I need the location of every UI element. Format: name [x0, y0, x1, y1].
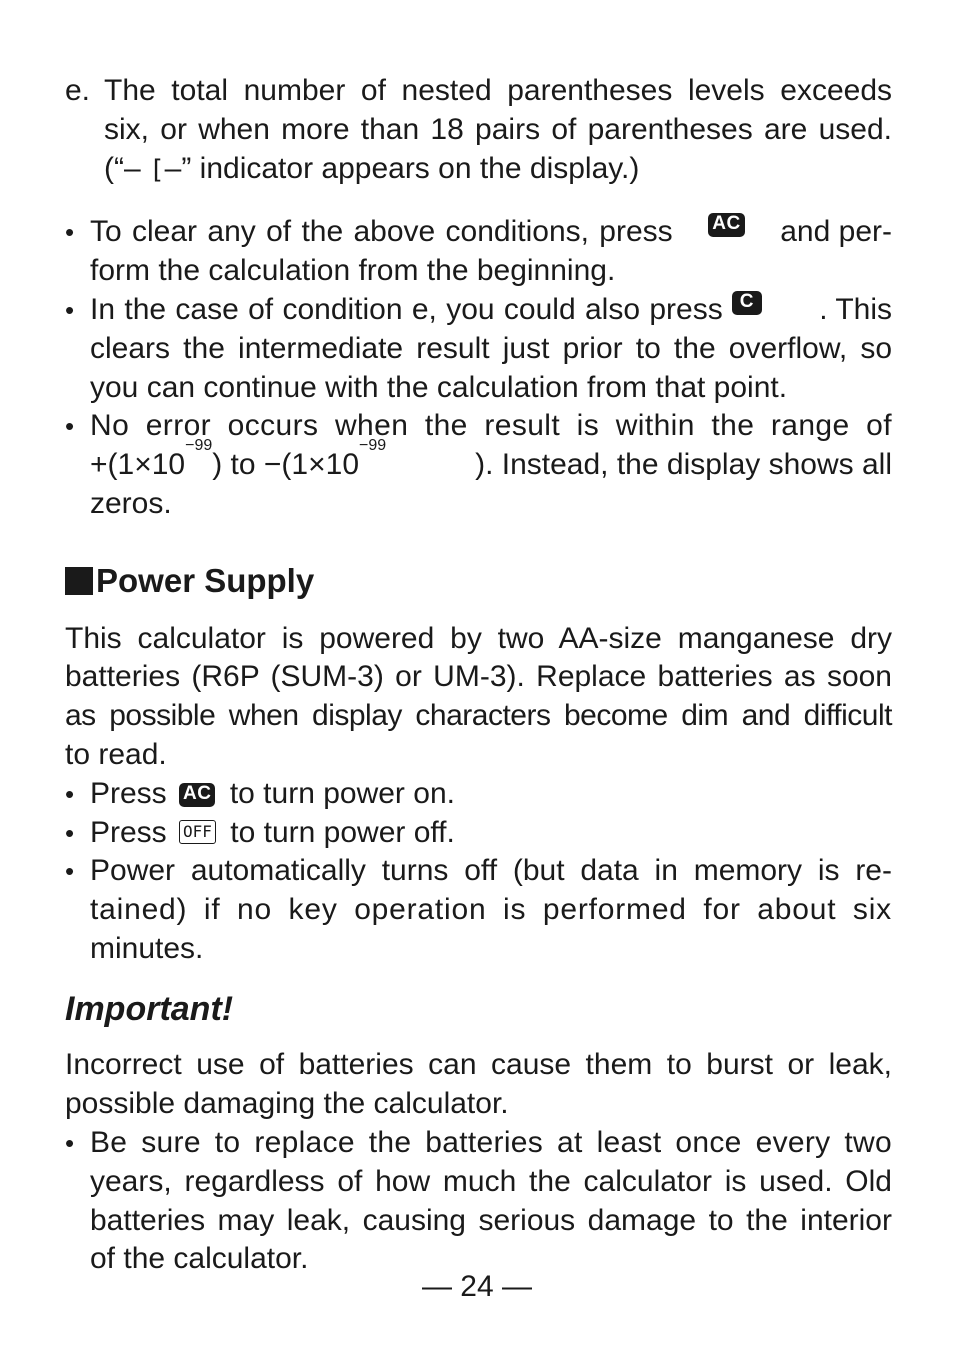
- important-bullet-line-1: Be sure to replace the batteries at least once every two: [90, 1126, 892, 1159]
- exponent-1: −99: [185, 437, 213, 454]
- bullet-condition-e-text: In the case of condition e, you could also press: [90, 293, 723, 326]
- bullet-marker: •: [65, 856, 75, 886]
- bullet-power-off: [90, 814, 455, 852]
- list-marker-e: e.: [65, 74, 91, 107]
- bullet-range-line-1: No error occurs when the result is within the range of: [90, 409, 892, 442]
- range-part-c: ). Instead, the display shows all: [475, 448, 892, 481]
- range-part-a: +(1×10: [90, 448, 186, 481]
- parenthesis-indicator-icon: [: [149, 155, 165, 185]
- power-para-line-2: batteries (R6P (SUM-3) or UM-3). Replace batteries as soon: [65, 660, 892, 693]
- bullet-condition-e-text-post: . This: [819, 293, 892, 326]
- important-bullet-line-3: batteries may leak, causing serious damage to the interior: [90, 1204, 892, 1237]
- power-on-text: to turn power on.: [229, 777, 455, 810]
- power-supply-title: Power Supply: [96, 562, 315, 599]
- ac-key-icon: AC: [708, 213, 744, 237]
- press-label: Press: [90, 816, 167, 849]
- bullet-range-line-3: zeros.: [90, 487, 172, 520]
- bullet-auto-off-line-1: Power automatically turns off (but data in memory is re-: [90, 854, 892, 887]
- bullet-condition-e-line-1: [90, 291, 892, 329]
- important-para-line-2: possible damaging the calculator.: [65, 1087, 509, 1120]
- bullet-marker: •: [65, 779, 75, 809]
- list-e-line-1: The total number of nested parentheses levels exceeds: [104, 74, 892, 107]
- section-heading-power-supply: [65, 562, 314, 600]
- power-para-line-3: as possible when display characters become dim and difficult: [65, 699, 892, 732]
- bullet-condition-e-line-2: clears the intermediate result just prior to the overflow, so: [90, 332, 892, 365]
- bullet-clear-line-1: [90, 213, 892, 251]
- c-key-icon: C: [732, 291, 762, 315]
- power-off-text: to turn power off.: [230, 816, 455, 849]
- bullet-clear-text: To clear any of the above conditions, press: [90, 215, 673, 248]
- bullet-marker: •: [65, 411, 75, 441]
- power-para-line-1: This calculator is powered by two AA-size manganese dry: [65, 622, 892, 655]
- off-key-icon: OFF: [179, 820, 216, 844]
- bullet-marker: •: [65, 217, 75, 247]
- bullet-range-line-2: [90, 437, 892, 484]
- bullet-auto-off-line-2: tained) if no key operation is performed for about six: [90, 893, 892, 926]
- bullet-marker: •: [65, 1128, 75, 1158]
- press-label: Press: [90, 777, 167, 810]
- important-para-line-1: Incorrect use of batteries can cause them to burst or leak,: [65, 1048, 892, 1081]
- important-bullet-line-2: years, regardless of how much the calculator is used. Old: [90, 1165, 892, 1198]
- power-para-line-4: to read.: [65, 738, 167, 771]
- bullet-auto-off-line-3: minutes.: [90, 932, 204, 965]
- range-part-b: ) to −(1×10: [212, 448, 359, 481]
- important-bullet-line-4: of the calculator.: [90, 1242, 309, 1275]
- list-e-line-2: six, or when more than 18 pairs of parentheses are used.: [104, 113, 892, 146]
- bullet-condition-e-line-3: you can continue with the calculation from that point.: [90, 371, 788, 404]
- exponent-2: −99: [359, 437, 387, 454]
- bullet-marker: •: [65, 818, 75, 848]
- black-square-icon: [65, 567, 93, 595]
- bullet-clear-text-post: and per-: [780, 215, 892, 248]
- page-number: — 24 —: [421, 1270, 533, 1303]
- ac-key-icon: AC: [179, 783, 215, 807]
- list-e-line-3-post: –” indicator appears on the display.): [164, 152, 640, 185]
- bullet-clear-line-2: form the calculation from the beginning.: [90, 254, 616, 287]
- bullet-power-on: [90, 775, 455, 813]
- list-e-line-3: [104, 150, 639, 189]
- list-e-line-3-pre: (“–: [104, 152, 149, 185]
- important-heading: Important!: [65, 990, 234, 1028]
- bullet-marker: •: [65, 295, 75, 325]
